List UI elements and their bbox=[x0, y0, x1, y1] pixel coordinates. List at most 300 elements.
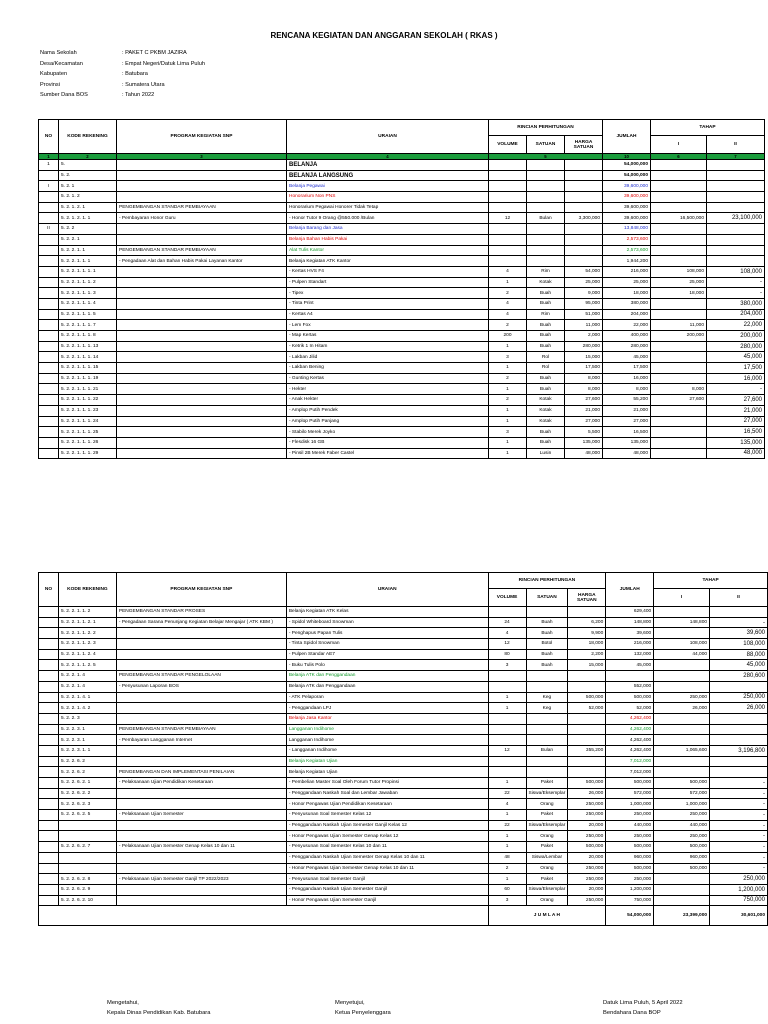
cell bbox=[707, 181, 765, 192]
cell: 960,000 bbox=[654, 852, 710, 863]
total-t2: 30,601,000 bbox=[710, 906, 768, 926]
column-number: 7 bbox=[707, 154, 765, 160]
cell bbox=[654, 767, 710, 778]
cell: 250,000 bbox=[568, 831, 606, 842]
cell: - Honor Tutor 9 Orang @550.000 /Bulan bbox=[287, 213, 489, 224]
cell bbox=[654, 735, 710, 746]
table-row bbox=[39, 213, 765, 224]
cell: 5. 2. 2. 1. 1. 1. 13 bbox=[59, 341, 117, 352]
cell bbox=[117, 384, 287, 395]
cell: 2 bbox=[489, 320, 527, 331]
cell: 16,000 bbox=[603, 373, 651, 384]
cell: 21,000 bbox=[707, 405, 765, 416]
cell: Paket bbox=[526, 810, 568, 821]
cell bbox=[39, 884, 59, 895]
cell bbox=[39, 245, 59, 256]
cell: - Anak Hekter bbox=[287, 395, 489, 406]
cell: Rim bbox=[527, 309, 565, 320]
table-row bbox=[39, 202, 765, 213]
cell bbox=[527, 181, 565, 192]
cell: 500,000 bbox=[606, 863, 654, 874]
cell: - Kertas A4 bbox=[287, 309, 489, 320]
cell bbox=[651, 341, 707, 352]
info-value: : PAKET C PKBM JAZIRA bbox=[122, 50, 187, 56]
cell bbox=[568, 756, 606, 767]
cell: 2,573,600 bbox=[603, 245, 651, 256]
cell bbox=[568, 607, 606, 618]
cell: 572,000 bbox=[654, 788, 710, 799]
cell bbox=[39, 831, 59, 842]
table-row bbox=[39, 224, 765, 235]
cell bbox=[568, 681, 606, 692]
cell: - bbox=[710, 863, 768, 874]
info-value: : Sumatera Utara bbox=[122, 81, 165, 88]
cell: 5. 2. 2. 1. 1. 1. 25 bbox=[59, 427, 117, 438]
cell: 5. 2. 2. 1. 4. 2 bbox=[58, 703, 116, 714]
cell bbox=[39, 607, 59, 618]
cell: 5. 2. 2. 1. 1. 1. 2 bbox=[59, 277, 117, 288]
cell: 250,000 bbox=[710, 692, 768, 703]
cell: 4 bbox=[488, 799, 526, 810]
cell: 3 bbox=[488, 660, 526, 671]
cell bbox=[488, 724, 526, 735]
cell bbox=[568, 724, 606, 735]
cell bbox=[116, 799, 286, 810]
table-row bbox=[39, 778, 768, 789]
cell: 7,012,000 bbox=[606, 756, 654, 767]
cell bbox=[489, 192, 527, 203]
cell: - Pelaksanaan Ujian Pendidikan Kesetaraan bbox=[116, 778, 286, 789]
cell: 23,100,000 bbox=[707, 213, 765, 224]
cell: 5. 2. 2. 6. 2. 7 bbox=[58, 842, 116, 853]
cell: 250,000 bbox=[568, 810, 606, 821]
table-row bbox=[39, 341, 765, 352]
cell bbox=[117, 352, 287, 363]
cell: 5. 2. 2. 1. 1. 1. 22 bbox=[59, 395, 117, 406]
info-value: : Empat Negeri/Datuk Lima Puluh bbox=[122, 60, 206, 67]
cell: - bbox=[710, 788, 768, 799]
cell bbox=[117, 427, 287, 438]
cell bbox=[654, 671, 710, 682]
cell: 1 bbox=[488, 842, 526, 853]
cell: BELANJA LANGSUNG bbox=[287, 170, 489, 181]
cell bbox=[710, 607, 768, 618]
cell bbox=[39, 756, 59, 767]
cell: 5. 2. 2. 1. 1. 1. 15 bbox=[59, 363, 117, 374]
cell: Siswa/Eksemplar bbox=[526, 884, 568, 895]
cell: - Tinta Print bbox=[287, 298, 489, 309]
cell bbox=[710, 724, 768, 735]
cell: 500,000 bbox=[568, 692, 606, 703]
cell bbox=[39, 788, 59, 799]
cell: 45,000 bbox=[707, 352, 765, 363]
budget-table-page-2 bbox=[38, 572, 768, 926]
cell bbox=[39, 437, 59, 448]
cell: 280,000 bbox=[707, 341, 765, 352]
cell: - Pelaksanaan Ujian Semester bbox=[116, 810, 286, 821]
cell: 5. 2. 2. 1. 4 bbox=[58, 681, 116, 692]
cell bbox=[651, 416, 707, 427]
cell: 16,500,000 bbox=[651, 213, 707, 224]
cell bbox=[117, 341, 287, 352]
cell: 8,000 bbox=[651, 384, 707, 395]
cell bbox=[654, 874, 710, 885]
cell: - Penggandaan Naskah Ujian Semester Ganjil bbox=[286, 884, 488, 895]
cell: 18,000 bbox=[568, 639, 606, 650]
cell: - bbox=[710, 617, 768, 628]
cell: 54,000 bbox=[565, 266, 603, 277]
cell: 1 bbox=[488, 831, 526, 842]
cell: - bbox=[707, 384, 765, 395]
cell bbox=[565, 245, 603, 256]
cell bbox=[116, 820, 286, 831]
table-row bbox=[39, 245, 765, 256]
cell: Buah bbox=[527, 437, 565, 448]
cell: 1,000,000 bbox=[606, 799, 654, 810]
cell: Belanja Barang dan Jasa bbox=[287, 224, 489, 235]
cell: 5. 2. 2. 3 bbox=[58, 713, 116, 724]
cell: Buah bbox=[527, 341, 565, 352]
cell bbox=[117, 192, 287, 203]
cell: PENGEMBANGAN DAN IMPLEMENTASI PENILAIAN bbox=[116, 767, 286, 778]
header-rincian: RINCIAN PERHITUNGAN bbox=[489, 120, 603, 136]
cell: - Pulpen Standar AE7 bbox=[286, 649, 488, 660]
cell: 5,500 bbox=[565, 427, 603, 438]
cell: - Penggandaan Naskah Ujian Semester Ganjil Kelas 12 bbox=[286, 820, 488, 831]
cell: - Pembelian Master Soal Oleh Forum Tutor Propinsi bbox=[286, 778, 488, 789]
cell: - Honor Pengawas Ujian Pendidikan Kesetaraan bbox=[286, 799, 488, 810]
cell: 250,000 bbox=[710, 874, 768, 885]
table-row bbox=[39, 863, 768, 874]
cell: - Penghapus Papan Tulis bbox=[286, 628, 488, 639]
table-row bbox=[39, 288, 765, 299]
cell bbox=[568, 767, 606, 778]
cell: PENGEMBANGAN STANDAR PENGELOLAAN bbox=[116, 671, 286, 682]
cell: Belanja Kegiatan Ujian bbox=[286, 756, 488, 767]
cell: 22 bbox=[488, 788, 526, 799]
cell: Buah bbox=[526, 649, 568, 660]
cell: 39,600,000 bbox=[603, 192, 651, 203]
cell: 25,000 bbox=[565, 277, 603, 288]
cell bbox=[116, 692, 286, 703]
table-row bbox=[39, 874, 768, 885]
cell: Honorarium Pegawai Honorer Tidak Tetap bbox=[287, 202, 489, 213]
cell bbox=[526, 735, 568, 746]
cell bbox=[488, 756, 526, 767]
cell bbox=[527, 234, 565, 245]
cell bbox=[39, 202, 59, 213]
cell: 1,200,000 bbox=[606, 884, 654, 895]
cell bbox=[117, 160, 287, 171]
cell: 45,000 bbox=[710, 660, 768, 671]
cell: 1,000,000 bbox=[654, 799, 710, 810]
cell bbox=[489, 202, 527, 213]
cell bbox=[39, 799, 59, 810]
cell bbox=[565, 181, 603, 192]
cell: 5. 2. 2. 1. 1. 1. 21 bbox=[59, 384, 117, 395]
cell: 200,000 bbox=[707, 331, 765, 342]
cell: 16,500 bbox=[603, 427, 651, 438]
cell bbox=[117, 224, 287, 235]
table-row bbox=[39, 607, 768, 618]
cell: 2 bbox=[489, 395, 527, 406]
cell: Kotak bbox=[527, 277, 565, 288]
cell: Buah bbox=[526, 628, 568, 639]
cell bbox=[527, 245, 565, 256]
cell: 27,000 bbox=[707, 416, 765, 427]
cell: 572,000 bbox=[606, 788, 654, 799]
table-row bbox=[39, 895, 768, 906]
header-t2: II bbox=[707, 136, 765, 154]
cell: PENGEMBANGAN STANDAR PROSES bbox=[116, 607, 286, 618]
cell: Botol bbox=[526, 639, 568, 650]
cell: 1 bbox=[488, 874, 526, 885]
cell bbox=[710, 756, 768, 767]
sig-text: Mengetahui, bbox=[107, 1000, 139, 1006]
header-no: NO bbox=[39, 573, 59, 607]
cell bbox=[39, 810, 59, 821]
cell: 5. 2. 2. 6. 2. 5 bbox=[58, 810, 116, 821]
cell: - Pelaksanaan Ujian Semester Genap Kelas 10 dan 11 bbox=[116, 842, 286, 853]
cell: 27,000 bbox=[565, 416, 603, 427]
cell: 17,500 bbox=[603, 363, 651, 374]
info-value: : Tahun 2022 bbox=[122, 92, 155, 98]
cell: PENGEMBANGAN STANDAR PEMBIAYAAN bbox=[117, 245, 287, 256]
cell: 9,900 bbox=[568, 628, 606, 639]
cell bbox=[654, 713, 710, 724]
table-row bbox=[39, 842, 768, 853]
cell: 1 bbox=[489, 437, 527, 448]
cell: 5. 2. 2. 1. 1. 1. 5 bbox=[59, 309, 117, 320]
cell: 5. 2. 2. 1. 1. 2. 5 bbox=[58, 660, 116, 671]
table-row bbox=[39, 181, 765, 192]
cell bbox=[527, 202, 565, 213]
cell: - ATK Pelaporan bbox=[286, 692, 488, 703]
cell bbox=[489, 256, 527, 267]
cell bbox=[526, 767, 568, 778]
cell bbox=[39, 745, 59, 756]
cell bbox=[654, 660, 710, 671]
cell: 355,200 bbox=[568, 745, 606, 756]
cell bbox=[39, 692, 59, 703]
cell: 39,600,000 bbox=[603, 181, 651, 192]
cell bbox=[116, 639, 286, 650]
cell: Belanja Kegiatan ATK Kantor bbox=[287, 256, 489, 267]
cell: 95,000 bbox=[565, 298, 603, 309]
cell: 440,000 bbox=[606, 820, 654, 831]
table-row bbox=[39, 788, 768, 799]
cell bbox=[39, 341, 59, 352]
cell bbox=[527, 224, 565, 235]
cell: - Penggandaan LPJ bbox=[286, 703, 488, 714]
table-row bbox=[39, 298, 765, 309]
cell: 5. 2. 2. 1. 4 bbox=[58, 671, 116, 682]
cell bbox=[116, 831, 286, 842]
cell bbox=[488, 607, 526, 618]
cell: Belanja Jasa Kantor bbox=[286, 713, 488, 724]
cell: 3 bbox=[489, 352, 527, 363]
cell: 5. bbox=[59, 160, 117, 171]
cell bbox=[489, 170, 527, 181]
cell bbox=[116, 788, 286, 799]
table-row bbox=[39, 384, 765, 395]
cell bbox=[116, 703, 286, 714]
cell: Buah bbox=[526, 617, 568, 628]
sig-text: Bendahara Dana BOP bbox=[603, 1010, 661, 1016]
cell bbox=[117, 363, 287, 374]
total-t1: 23,399,000 bbox=[654, 906, 710, 926]
cell: 44,000 bbox=[654, 649, 710, 660]
cell: 1 bbox=[39, 160, 59, 171]
cell bbox=[654, 607, 710, 618]
cell bbox=[489, 234, 527, 245]
cell: Buah bbox=[526, 660, 568, 671]
cell: 16,500 bbox=[707, 427, 765, 438]
table-row bbox=[39, 395, 765, 406]
cell: 500,000 bbox=[568, 842, 606, 853]
cell bbox=[651, 363, 707, 374]
table-row bbox=[39, 192, 765, 203]
cell: 750,000 bbox=[710, 895, 768, 906]
cell bbox=[117, 331, 287, 342]
cell bbox=[526, 713, 568, 724]
cell: 108,000 bbox=[710, 639, 768, 650]
cell: 9,000 bbox=[565, 288, 603, 299]
cell bbox=[39, 331, 59, 342]
cell: 25,000 bbox=[603, 277, 651, 288]
table-row bbox=[39, 256, 765, 267]
info-label: Nama Sekolah bbox=[40, 50, 77, 56]
total-jumlah: 54,000,000 bbox=[606, 906, 654, 926]
cell: 148,800 bbox=[654, 617, 710, 628]
cell bbox=[488, 713, 526, 724]
cell: 1,200,000 bbox=[710, 884, 768, 895]
cell: 22,000 bbox=[707, 320, 765, 331]
cell: 440,000 bbox=[654, 820, 710, 831]
cell bbox=[651, 427, 707, 438]
cell: I bbox=[39, 181, 59, 192]
total-spacer bbox=[39, 906, 489, 926]
cell bbox=[39, 170, 59, 181]
table-row bbox=[39, 799, 768, 810]
cell bbox=[116, 884, 286, 895]
header-jumlah: JUMLAH bbox=[606, 573, 654, 607]
cell bbox=[707, 160, 765, 171]
header-vol: VOLUME bbox=[489, 136, 527, 154]
cell bbox=[117, 181, 287, 192]
header-tahap: TAHAP bbox=[651, 120, 765, 136]
cell: Honorarium Non PNS bbox=[287, 192, 489, 203]
cell bbox=[39, 448, 59, 459]
cell bbox=[117, 416, 287, 427]
cell bbox=[39, 735, 59, 746]
cell bbox=[117, 373, 287, 384]
table-row bbox=[39, 671, 768, 682]
cell: 5. 2. 2. 1. 4. 1 bbox=[58, 692, 116, 703]
table-row bbox=[39, 884, 768, 895]
cell: 1 bbox=[488, 692, 526, 703]
cell bbox=[117, 437, 287, 448]
cell: - Spidol Whiteboard Snowman bbox=[286, 617, 488, 628]
cell bbox=[116, 628, 286, 639]
cell bbox=[117, 405, 287, 416]
cell bbox=[651, 256, 707, 267]
table-row bbox=[39, 160, 765, 171]
cell: - Amplop Putih Panjang bbox=[287, 416, 489, 427]
cell: 5. 2. 2. 1. 1. 1. 4 bbox=[59, 298, 117, 309]
cell: 88,000 bbox=[710, 649, 768, 660]
cell bbox=[565, 192, 603, 203]
cell: 18,000 bbox=[603, 288, 651, 299]
cell: Buah bbox=[527, 384, 565, 395]
cell: 250,000 bbox=[568, 799, 606, 810]
column-number: 5 bbox=[489, 154, 603, 160]
cell bbox=[488, 767, 526, 778]
cell: 5. 2. 2. 1. 1. 1. 14 bbox=[59, 352, 117, 363]
cell bbox=[527, 192, 565, 203]
cell: 500,000 bbox=[606, 842, 654, 853]
cell bbox=[654, 628, 710, 639]
cell bbox=[710, 713, 768, 724]
table-row bbox=[39, 437, 765, 448]
cell: Rol bbox=[527, 352, 565, 363]
cell: - bbox=[710, 852, 768, 863]
table-row bbox=[39, 660, 768, 671]
cell bbox=[710, 735, 768, 746]
cell: 24 bbox=[488, 617, 526, 628]
cell: 2 bbox=[488, 863, 526, 874]
cell: 280,000 bbox=[603, 341, 651, 352]
cell: Buah bbox=[527, 298, 565, 309]
cell bbox=[651, 202, 707, 213]
cell: 27,000 bbox=[603, 416, 651, 427]
cell: 135,000 bbox=[603, 437, 651, 448]
cell bbox=[489, 160, 527, 171]
cell: 1 bbox=[488, 810, 526, 821]
cell bbox=[39, 416, 59, 427]
cell: 26,000 bbox=[654, 703, 710, 714]
cell: - bbox=[710, 799, 768, 810]
cell: 6,200 bbox=[568, 617, 606, 628]
cell bbox=[39, 298, 59, 309]
cell: Buah bbox=[527, 427, 565, 438]
cell: 148,800 bbox=[606, 617, 654, 628]
cell: 250,000 bbox=[568, 895, 606, 906]
cell: 8,000 bbox=[565, 373, 603, 384]
cell: 3,300,000 bbox=[565, 213, 603, 224]
cell: 4,262,400 bbox=[606, 724, 654, 735]
cell bbox=[565, 224, 603, 235]
cell bbox=[58, 831, 116, 842]
cell: Orang bbox=[526, 799, 568, 810]
cell bbox=[117, 234, 287, 245]
cell: - Honor Pengawas Ujian Semester Genap Kelas 12 bbox=[286, 831, 488, 842]
cell bbox=[116, 852, 286, 863]
cell: 5. 2. 1 bbox=[59, 181, 117, 192]
table-row bbox=[39, 767, 768, 778]
cell: 3 bbox=[488, 895, 526, 906]
cell: Langganan Indihome bbox=[286, 735, 488, 746]
cell bbox=[39, 713, 59, 724]
cell: Belanja Pegawai bbox=[287, 181, 489, 192]
cell: 4 bbox=[489, 309, 527, 320]
cell: 5. 2. 2. 6. 2. 1 bbox=[58, 778, 116, 789]
cell bbox=[526, 681, 568, 692]
cell: 500,000 bbox=[606, 692, 654, 703]
cell bbox=[526, 671, 568, 682]
cell: 552,000 bbox=[606, 681, 654, 692]
cell: 2 bbox=[489, 288, 527, 299]
